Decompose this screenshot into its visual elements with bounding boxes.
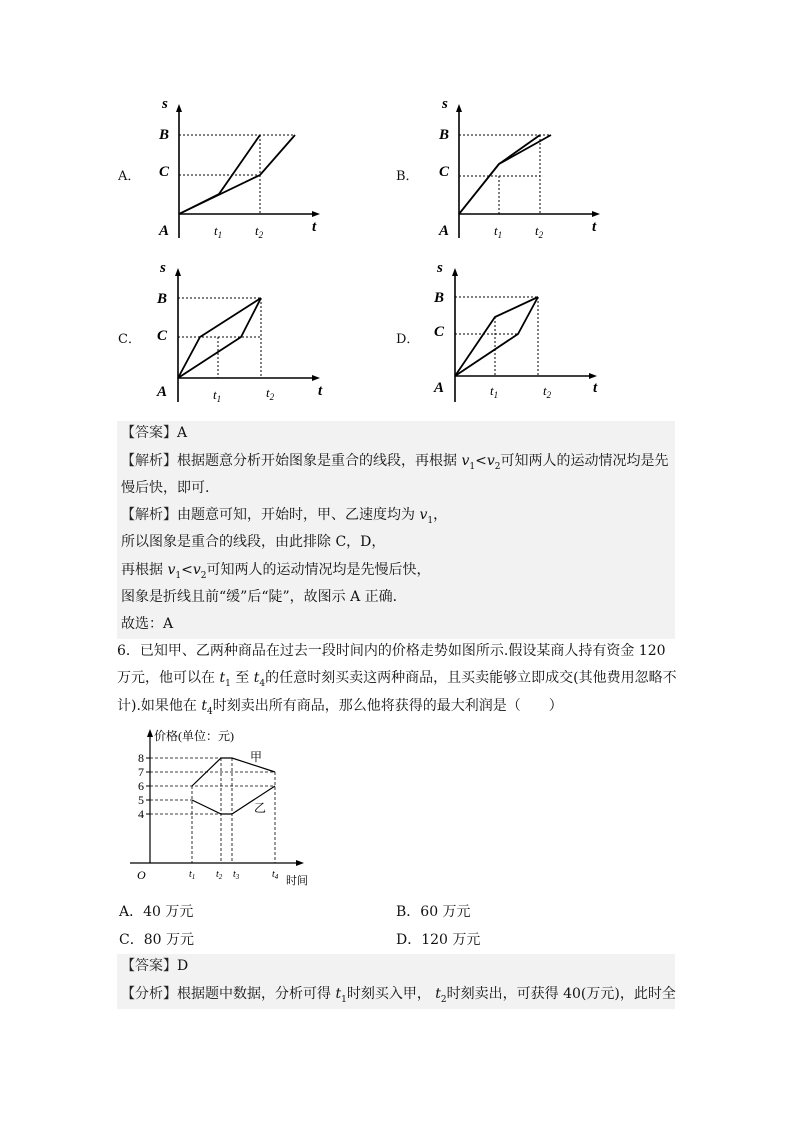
q6-answer-line: 【答案】D [121,958,189,974]
graph-b-label-b: B [439,127,450,143]
graph-a-axis-s: s [162,98,168,112]
x-tick-t2: $t_2$ [216,869,223,881]
graph-d-label-c: C [434,324,445,340]
series-label-jia: 甲 [250,750,263,764]
y-tick-label: 8 [138,751,144,765]
svg-text:t2: $t_2$ [266,385,275,402]
graph-d-label-b: B [434,290,445,306]
q5-detail-line-4: 图象是折线且前“缓”后“陡”，故图示 A 正确． [121,589,407,605]
q6-choice-d[interactable]: D．120 万元 [396,932,481,948]
q5-analysis-line-2: 慢后快，即可. [121,480,210,496]
q5-detail-line-2: 所以图象是重合的线段，由此排除 C，D， [121,534,386,550]
graph-b [430,98,610,248]
y-tick-label: 5 [138,793,144,807]
x-tick-t1: $t_1$ [189,869,196,881]
y-tick-label: 7 [138,765,144,779]
graph-c-label-c: C [157,328,168,344]
q5-detail-line-5: 故选：A [121,616,174,632]
graph-c [148,262,330,412]
svg-text:t2: $t_2$ [255,223,264,240]
graph-d-tick-t1: t [490,383,494,398]
graph-a-label-a: A [159,223,170,239]
origin-label: O [137,868,146,882]
graph-d [425,262,607,412]
graph-d-axis-t: t [593,380,598,396]
graph-b-axis-s: s [442,98,448,112]
x-tick-t3: $t_3$ [233,869,240,881]
q5-detail-line-1: 【解析】由题意可知，开始时，甲、乙速度均为 $v_1$， [121,507,448,526]
graph-a-axis-t: t [312,219,317,235]
x-axis-label: 时间 [286,875,308,887]
x-tick-t4: $t_4$ [272,869,279,881]
option-b-label: B． [396,169,419,184]
svg-text:t1: $t_1$ [494,223,503,240]
graph-a-label-b: B [159,127,170,143]
graph-b-label-c: C [439,164,450,180]
q6-line-1: 6．已知甲、乙两种商品在过去一段时间内的价格走势如图所示.假设某商人持有资金 120 [117,643,666,659]
price-chart [120,724,330,892]
graph-b-tick-t1: t [494,223,498,238]
q6-analysis-line: 【分析】根据题中数据，分析可得 $t_1$时刻买入甲， $t_2$时刻卖出，可获得 40(万元)，此时全 [121,986,676,1005]
y-axis-label: 价格(单位：元) [154,729,234,743]
graph-b-axis-t: t [592,219,597,235]
graph-c-label-a: A [157,384,168,400]
q6-choice-c[interactable]: C．80 万元 [119,932,194,948]
graph-a-tick-t2: t [255,223,259,238]
y-tick-label: 4 [138,807,144,821]
x-axis-arrow [296,860,304,866]
graph-b-tick-t2: t [535,223,539,238]
option-c-label: C． [118,332,141,347]
q6-line-3: 计).如果他在 $t_4$时刻卖出所有商品，那么他将获得的最大利润是（ ） [117,698,563,717]
graph-c-tick-t2: t [266,385,270,400]
q6-choice-a[interactable]: A．40 万元 [119,904,194,920]
graph-b-label-a: A [439,223,450,239]
graph-c-label-b: B [157,291,168,307]
svg-text:t1: $t_1$ [214,223,223,240]
option-d-label: D． [396,332,420,347]
option-a-label: A． [118,169,141,184]
graph-a-tick-t1: t [214,223,218,238]
q6-line-2: 万元，他可以在 $t_1$ 至 $t_4$的任意时刻买卖这两种商品，且买卖能够立即成交(其他费用忽略不 [117,670,677,689]
graph-d-axis-s: s [437,262,443,276]
q5-detail-line-3: 再根据 $v_1<v_2$可知两人的运动情况均是先慢后快， [121,562,431,581]
graph-a [150,98,330,248]
graph-d-label-a: A [434,380,445,396]
q5-analysis-line-1: 【解析】根据题意分析开始图象是重合的线段，再根据 $v_1<v_2$可知两人的运动情况均是先 [121,453,669,472]
graph-a-label-c: C [159,164,170,180]
svg-text:t2: $t_2$ [543,383,552,400]
graph-c-axis-s: s [160,262,166,276]
q5-answer-line: 【答案】A [121,425,188,441]
svg-text:t1: $t_1$ [490,383,499,400]
q6-choice-b[interactable]: B．60 万元 [396,904,471,920]
graph-c-axis-t: t [318,383,323,399]
graph-d-tick-t2: t [543,383,547,398]
y-axis-arrow [147,729,153,737]
graph-c-tick-t1: t [213,387,217,402]
svg-text:t2: $t_2$ [535,223,544,240]
series-label-yi: 乙 [254,801,267,815]
svg-text:t1: $t_1$ [213,387,222,404]
y-tick-label: 6 [138,779,144,793]
